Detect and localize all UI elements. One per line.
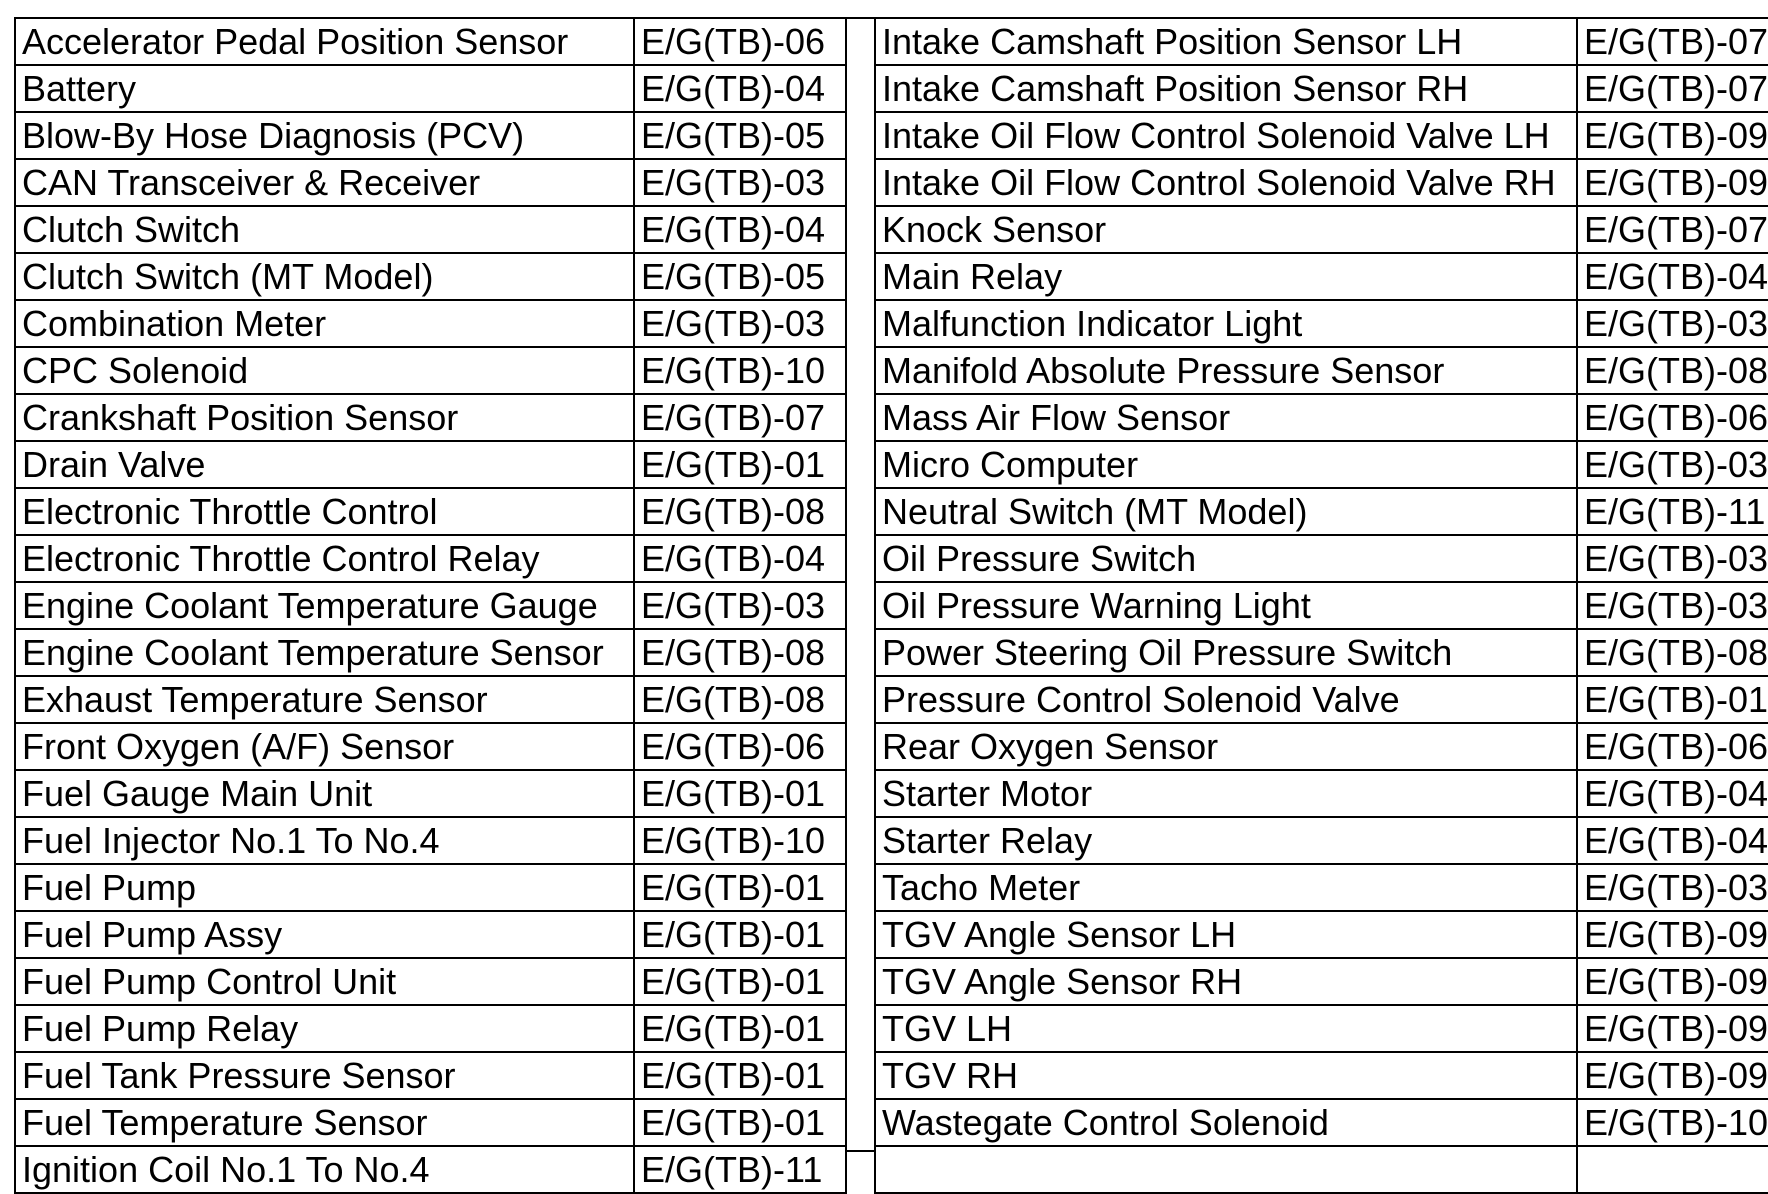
table-row [15,1052,846,1099]
page-reference-cell: E/G(TB)-05 [634,253,846,300]
table-row [15,159,846,206]
table-row [875,676,1768,723]
table-row [15,911,846,958]
component-name-cell: Crankshaft Position Sensor [15,394,634,441]
table-row [875,1052,1768,1099]
page-reference-cell: E/G(TB)-09 [1577,1005,1768,1052]
page-reference-cell: E/G(TB)-08 [634,488,846,535]
page-reference-cell: E/G(TB)-04 [1577,770,1768,817]
table-row [875,394,1768,441]
page-reference-cell: E/G(TB)-10 [634,347,846,394]
page-reference-cell: E/G(TB)-09 [1577,1052,1768,1099]
component-name-cell: Oil Pressure Warning Light [875,582,1577,629]
component-name-cell: Fuel Pump Relay [15,1005,634,1052]
table-row [875,911,1768,958]
page-reference-cell: E/G(TB)-07 [1577,65,1768,112]
table-row [875,441,1768,488]
page-reference-cell: E/G(TB)-03 [1577,864,1768,911]
component-name-cell: TGV RH [875,1052,1577,1099]
component-name-cell: Power Steering Oil Pressure Switch [875,629,1577,676]
table-row [875,723,1768,770]
component-name-cell: Oil Pressure Switch [875,535,1577,582]
component-name-cell: TGV LH [875,1005,1577,1052]
table-row [15,394,846,441]
table-row [15,864,846,911]
component-index [14,17,1768,1194]
page-reference-cell: E/G(TB)-03 [634,582,846,629]
page-reference-cell: E/G(TB)-11 [634,1146,846,1193]
table-row [15,347,846,394]
component-name-cell: Ignition Coil No.1 To No.4 [15,1146,634,1193]
component-name-cell: Accelerator Pedal Position Sensor [15,18,634,65]
table-row [875,629,1768,676]
component-name-cell [875,1146,1577,1193]
table-row [875,1099,1768,1146]
component-name-cell: Wastegate Control Solenoid [875,1099,1577,1146]
page-reference-cell: E/G(TB)-08 [634,629,846,676]
table-row [15,770,846,817]
component-name-cell: Drain Valve [15,441,634,488]
table-row [15,535,846,582]
component-name-cell: Manifold Absolute Pressure Sensor [875,347,1577,394]
page-reference-cell: E/G(TB)-03 [1577,535,1768,582]
table-row [15,253,846,300]
table-row [15,817,846,864]
page-reference-cell: E/G(TB)-03 [1577,441,1768,488]
table-row [875,18,1768,65]
table-row [875,65,1768,112]
page-reference-cell: E/G(TB)-07 [1577,18,1768,65]
table-row [875,582,1768,629]
page-reference-cell: E/G(TB)-03 [1577,300,1768,347]
component-name-cell: TGV Angle Sensor LH [875,911,1577,958]
table-row [15,1005,846,1052]
component-name-cell: Tacho Meter [875,864,1577,911]
component-name-cell: Blow-By Hose Diagnosis (PCV) [15,112,634,159]
component-name-cell: Intake Camshaft Position Sensor RH [875,65,1577,112]
page-reference-cell: E/G(TB)-01 [634,1052,846,1099]
component-name-cell: Starter Motor [875,770,1577,817]
index-table-left [14,17,847,1194]
component-name-cell: Pressure Control Solenoid Valve [875,676,1577,723]
component-name-cell: Fuel Injector No.1 To No.4 [15,817,634,864]
page-reference-cell: E/G(TB)-04 [634,535,846,582]
component-name-cell: Intake Oil Flow Control Solenoid Valve LH [875,112,1577,159]
page-reference-cell: E/G(TB)-10 [1577,1099,1768,1146]
component-name-cell: Clutch Switch [15,206,634,253]
component-name-cell: Combination Meter [15,300,634,347]
table-row [15,958,846,1005]
component-name-cell: Engine Coolant Temperature Gauge [15,582,634,629]
page-reference-cell: E/G(TB)-04 [1577,253,1768,300]
page-reference-cell: E/G(TB)-09 [1577,911,1768,958]
component-name-cell: Fuel Gauge Main Unit [15,770,634,817]
page-reference-cell: E/G(TB)-06 [1577,723,1768,770]
table-row [875,817,1768,864]
column-gutter [847,17,874,1152]
page-reference-cell: E/G(TB)-07 [634,394,846,441]
table-row [15,488,846,535]
page-reference-cell: E/G(TB)-09 [1577,159,1768,206]
component-name-cell: Fuel Tank Pressure Sensor [15,1052,634,1099]
table-row [875,347,1768,394]
table-row [15,629,846,676]
table-row [875,1005,1768,1052]
component-name-cell: Fuel Temperature Sensor [15,1099,634,1146]
component-name-cell: Intake Oil Flow Control Solenoid Valve RH [875,159,1577,206]
component-name-cell: Micro Computer [875,441,1577,488]
table-row [15,18,846,65]
table-row [15,1099,846,1146]
index-table-right [874,17,1768,1194]
component-name-cell: Battery [15,65,634,112]
table-row [875,300,1768,347]
component-name-cell: Engine Coolant Temperature Sensor [15,629,634,676]
page-reference-cell: E/G(TB)-05 [634,112,846,159]
component-name-cell: TGV Angle Sensor RH [875,958,1577,1005]
page-reference-cell: E/G(TB)-03 [1577,582,1768,629]
table-row [15,676,846,723]
table-row [15,582,846,629]
page-reference-cell: E/G(TB)-09 [1577,112,1768,159]
table-row [15,112,846,159]
page-reference-cell: E/G(TB)-09 [1577,958,1768,1005]
table-row [875,112,1768,159]
component-name-cell: Mass Air Flow Sensor [875,394,1577,441]
page-reference-cell: E/G(TB)-01 [634,958,846,1005]
page-reference-cell: E/G(TB)-01 [634,1005,846,1052]
table-row [15,441,846,488]
component-name-cell: Fuel Pump [15,864,634,911]
page-reference-cell [1577,1146,1768,1193]
table-row [875,206,1768,253]
page-reference-cell: E/G(TB)-11 [1577,488,1768,535]
page-reference-cell: E/G(TB)-03 [634,159,846,206]
component-name-cell: Exhaust Temperature Sensor [15,676,634,723]
table-row [875,488,1768,535]
component-name-cell: Neutral Switch (MT Model) [875,488,1577,535]
table-row [875,958,1768,1005]
page-reference-cell: E/G(TB)-08 [1577,629,1768,676]
table-row [15,723,846,770]
table-row [15,300,846,347]
page-reference-cell: E/G(TB)-06 [1577,394,1768,441]
page-reference-cell: E/G(TB)-03 [634,300,846,347]
page-reference-cell: E/G(TB)-04 [1577,817,1768,864]
table-row [875,159,1768,206]
component-name-cell: Electronic Throttle Control Relay [15,535,634,582]
component-name-cell: CPC Solenoid [15,347,634,394]
page-reference-cell: E/G(TB)-04 [634,206,846,253]
component-name-cell: Intake Camshaft Position Sensor LH [875,18,1577,65]
page-reference-cell: E/G(TB)-07 [1577,206,1768,253]
component-name-cell: Knock Sensor [875,206,1577,253]
table-row [875,864,1768,911]
table-row [875,770,1768,817]
table-row [875,1146,1768,1193]
page-reference-cell: E/G(TB)-06 [634,18,846,65]
table-row [15,65,846,112]
page-reference-cell: E/G(TB)-08 [1577,347,1768,394]
table-row [15,206,846,253]
component-name-cell: Starter Relay [875,817,1577,864]
page-reference-cell: E/G(TB)-01 [634,1099,846,1146]
component-name-cell: Malfunction Indicator Light [875,300,1577,347]
page-reference-cell: E/G(TB)-01 [634,864,846,911]
component-name-cell: CAN Transceiver & Receiver [15,159,634,206]
page-reference-cell: E/G(TB)-08 [634,676,846,723]
table-row [875,253,1768,300]
page-reference-cell: E/G(TB)-01 [634,770,846,817]
page-reference-cell: E/G(TB)-06 [634,723,846,770]
page-reference-cell: E/G(TB)-10 [634,817,846,864]
page-reference-cell: E/G(TB)-01 [634,441,846,488]
table-row [875,535,1768,582]
component-name-cell: Clutch Switch (MT Model) [15,253,634,300]
component-name-cell: Fuel Pump Control Unit [15,958,634,1005]
component-name-cell: Fuel Pump Assy [15,911,634,958]
component-name-cell: Electronic Throttle Control [15,488,634,535]
component-name-cell: Main Relay [875,253,1577,300]
component-name-cell: Rear Oxygen Sensor [875,723,1577,770]
page-reference-cell: E/G(TB)-01 [634,911,846,958]
page-reference-cell: E/G(TB)-04 [634,65,846,112]
component-name-cell: Front Oxygen (A/F) Sensor [15,723,634,770]
page-reference-cell: E/G(TB)-01 [1577,676,1768,723]
table-row [15,1146,846,1193]
